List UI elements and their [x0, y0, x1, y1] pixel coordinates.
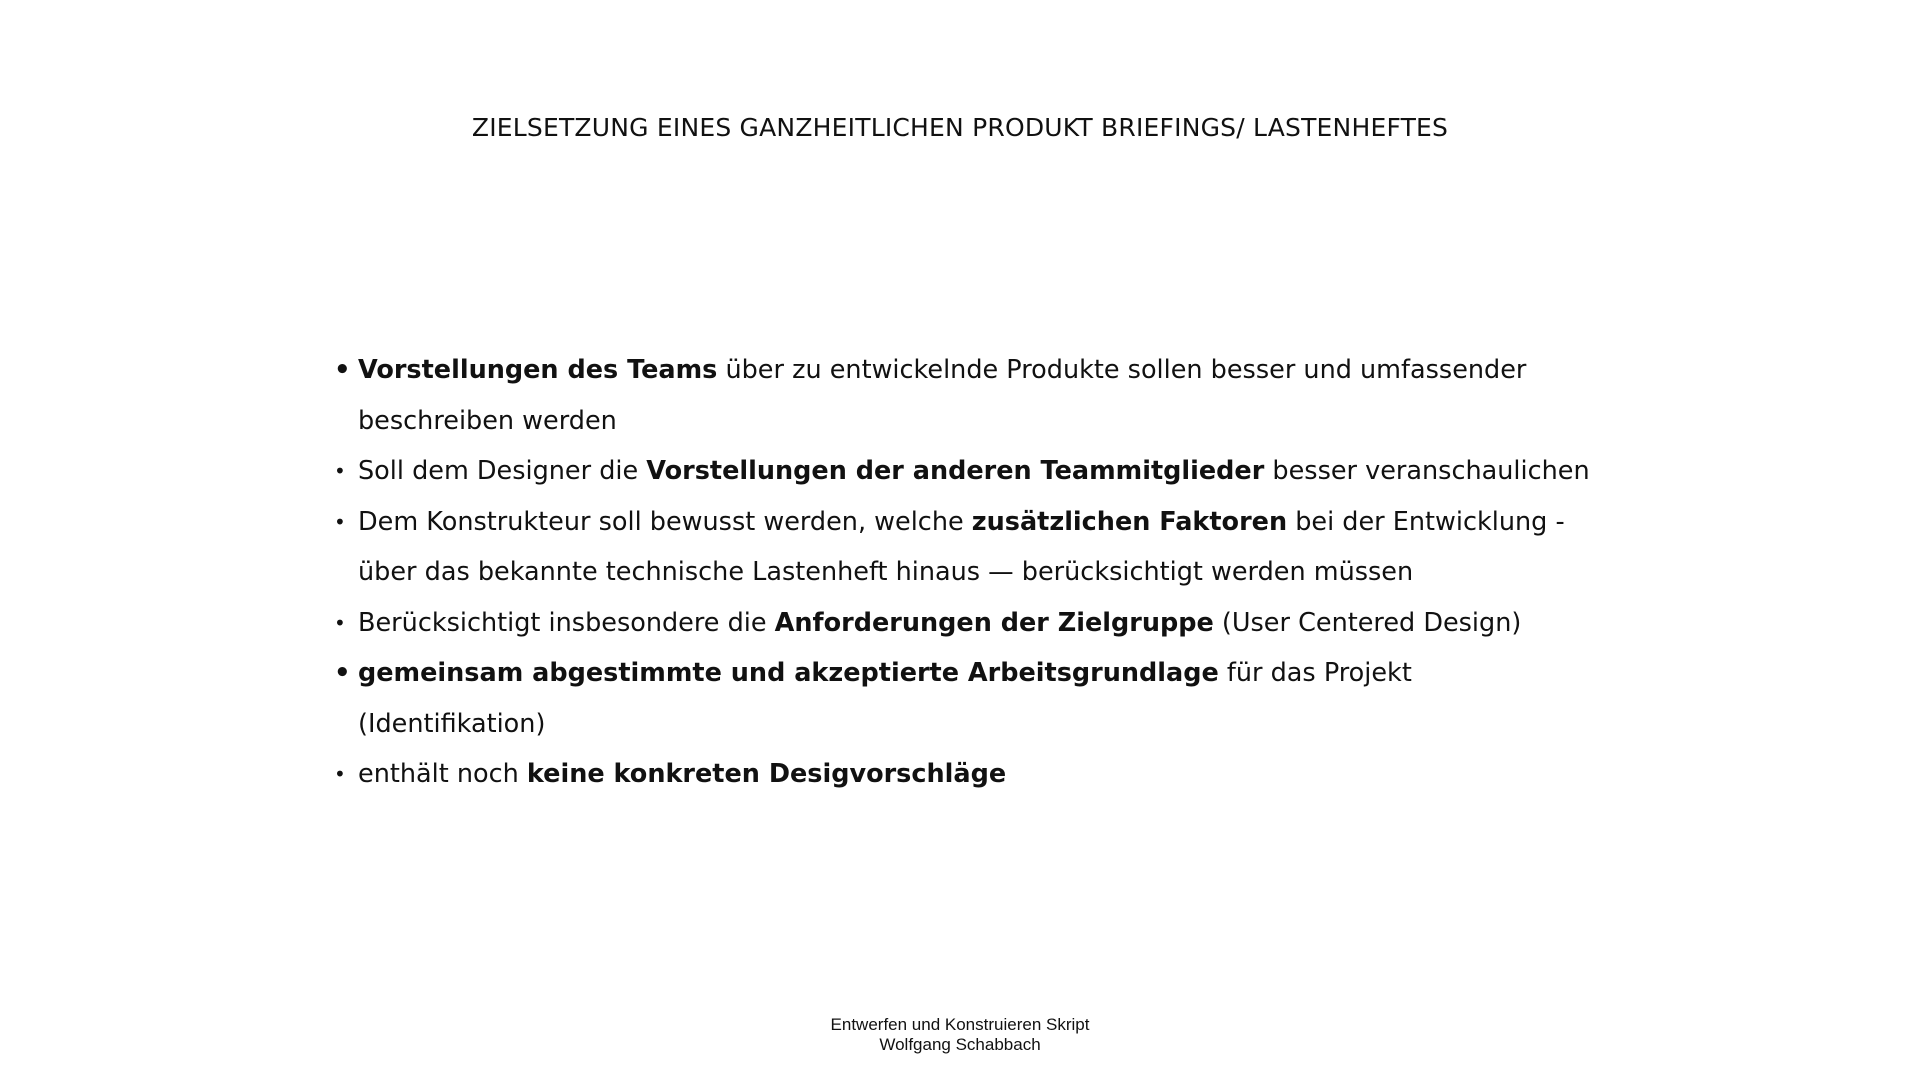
bullet-text: enthält noch — [358, 759, 527, 789]
footer-author: Wolfgang Schabbach — [879, 1035, 1041, 1054]
bullet-item-zielgruppe — [334, 598, 1604, 649]
bullet-dot-icon: • — [334, 762, 346, 786]
bullet-item-designvorschlaege — [334, 749, 1604, 800]
bullet-text: besser veranschaulichen — [1264, 456, 1590, 486]
bullet-item-arbeitsgrundlage — [334, 648, 1604, 749]
bullet-dot-icon: • — [334, 355, 351, 385]
bullet-text: für das Projekt (Identifikation) — [358, 658, 1412, 739]
bullet-list — [334, 345, 1604, 800]
bullet-text: Soll dem Designer die — [358, 456, 647, 486]
bullet-dot-icon: • — [334, 610, 346, 635]
bullet-text: Dem Konstrukteur soll bewusst werden, welche — [358, 506, 972, 537]
bullet-bold-text: gemeinsam abgestimmte und akzeptierte Arbeitsgrundlage — [358, 658, 1219, 688]
slide-footer — [0, 1015, 1920, 1055]
bullet-dot-icon: • — [334, 459, 346, 483]
bullet-dot-icon: • — [334, 658, 351, 688]
bullet-dot-icon: • — [334, 509, 346, 534]
bullet-text: (User Centered Design) — [1213, 607, 1522, 638]
bullet-item-konstrukteur — [334, 497, 1604, 598]
slide-title: ZIELSETZUNG EINES GANZHEITLICHEN PRODUKT BRIEFINGS/ LASTENHEFTES — [471, 113, 1449, 142]
bullet-bold-text: keine konkreten Desigvorschläge — [526, 759, 1007, 789]
bullet-item-designer — [334, 446, 1604, 497]
bullet-bold-text: zusätzlichen Faktoren — [971, 506, 1288, 537]
bullet-bold-text: Anforderungen der Zielgruppe — [774, 607, 1214, 638]
bullet-text: Berücksichtigt insbesondere die — [358, 607, 775, 638]
bullet-text: bei der Entwicklung - über das bekannte technische Lastenheft hinaus — berücksichtigt werden müssen — [358, 506, 1565, 587]
footer-script-title: Entwerfen und Konstruieren Skript — [830, 1015, 1090, 1034]
bullet-item-team-vorstellungen — [334, 345, 1604, 446]
bullet-bold-text: Vorstellungen der anderen Teammitglieder — [646, 456, 1265, 486]
bullet-bold-text: Vorstellungen des Teams — [358, 355, 718, 385]
bullet-text: über zu entwickelnde Produkte sollen besser und umfassender beschreiben werden — [358, 355, 1527, 436]
